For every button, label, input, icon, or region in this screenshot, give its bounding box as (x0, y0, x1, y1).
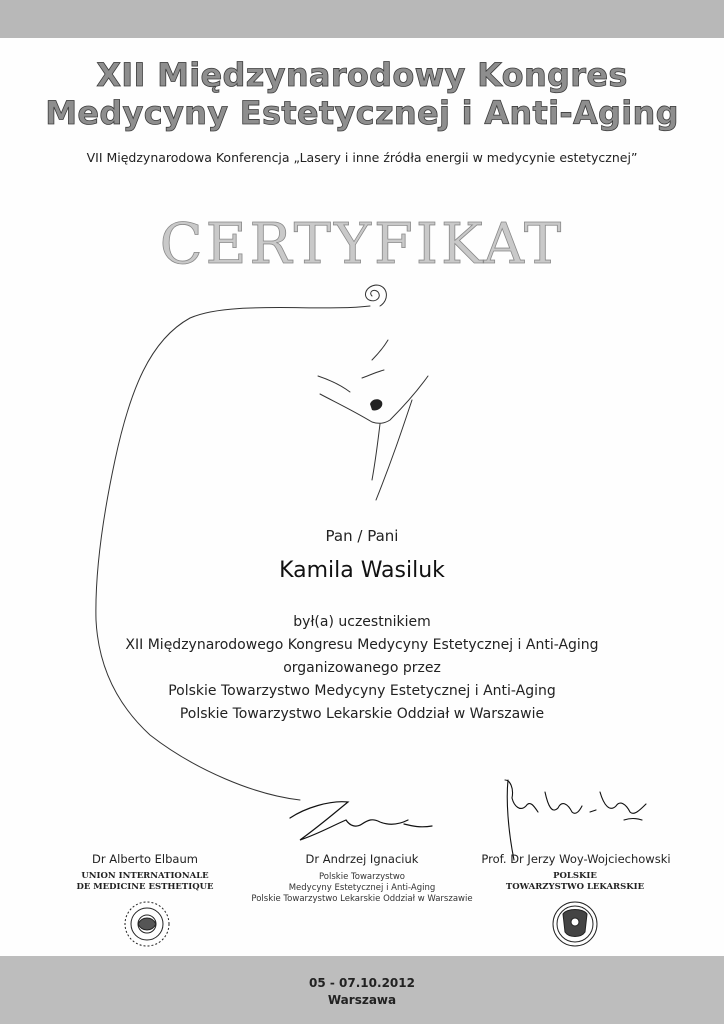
signatory-2-org (232, 872, 492, 905)
body-line-3: organizowanego przez (283, 660, 441, 676)
body-line-1: był(a) uczestnikiem (293, 614, 431, 630)
signatory-3-name: Prof. Dr Jerzy Woy-Wojciechowski (481, 852, 671, 866)
signatory-1-name: Dr Alberto Elbaum (92, 852, 198, 866)
bottom-band (0, 956, 724, 1024)
signatory-1-org-line2: DE MEDICINE ESTHETIQUE (76, 882, 214, 892)
body-line-4: Polskie Towarzystwo Medycyny Estetycznej i Anti-Aging (168, 683, 556, 699)
signatory-2-org-line2: Medycyny Estetycznej i Anti-Aging (288, 883, 436, 893)
signatory-2-name: Dr Andrzej Ignaciuk (305, 852, 419, 866)
top-band (0, 0, 724, 38)
signatory-2-org-line3: Polskie Towarzystwo Lekarskie Oddział w Warszawie (251, 894, 473, 904)
conference-subtitle: VII Międzynarodowa Konferencja „Lasery i inne źródła energii w medycynie estetycznej” (86, 150, 638, 165)
uime-seal-icon (125, 902, 169, 946)
certificate-heading: CERTYFIKAT (159, 212, 565, 277)
ptl-seal-icon (553, 902, 597, 946)
signatory-3-org-line2: TOWARZYSTWO LEKARSKIE (505, 882, 645, 892)
event-dates: 05 - 07.10.2012 (309, 976, 415, 990)
signatory-1-org (55, 871, 235, 893)
recipient-name: Kamila Wasiluk (279, 558, 445, 583)
signatory-1-org-line1: UNION INTERNATIONALE (81, 871, 209, 881)
honorific: Pan / Pani (325, 527, 399, 545)
event-city: Warszawa (327, 993, 397, 1007)
signatory-2-org-line1: Polskie Towarzystwo (318, 872, 406, 882)
body-line-2: XII Międzynarodowego Kongresu Medycyny Estetycznej i Anti-Aging (125, 637, 599, 653)
signatory-3-org (490, 871, 660, 893)
signatory-3-org-line1: POLSKIE (553, 871, 597, 881)
congress-title-line1: XII Międzynarodowy Kongres (96, 56, 628, 94)
congress-title-line2: Medycyny Estetycznej i Anti-Aging (45, 94, 679, 132)
body-line-5: Polskie Towarzystwo Lekarskie Oddział w Warszawie (179, 706, 545, 722)
